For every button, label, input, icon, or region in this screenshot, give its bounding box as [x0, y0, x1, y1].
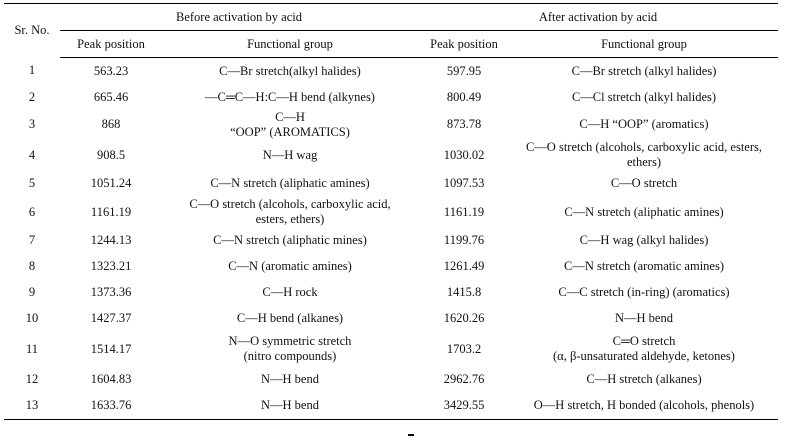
functional-group-after-cell: [510, 332, 778, 367]
functional-group-before-cell-line: N—H wag: [262, 147, 318, 162]
functional-group-after-cell-line: C—N stretch (aliphatic amines): [564, 204, 724, 219]
functional-group-before-cell: [162, 332, 418, 367]
functional-group-before-cell-line: C—H rock: [262, 285, 318, 300]
functional-group-before-cell-line: C—N (aromatic amines): [228, 259, 352, 274]
peak-after-cell: 1703.2: [446, 341, 482, 356]
table-row: [4, 280, 778, 306]
table-body: [4, 58, 778, 420]
functional-group-before-cell-line: esters, ethers): [255, 212, 325, 226]
functional-group-after-cell: [510, 171, 778, 197]
peak-before-cell: 1161.19: [90, 204, 132, 219]
sr-no-cell: 12: [25, 372, 39, 387]
table-row: [4, 254, 778, 280]
peak-position-before-header: Peak position: [60, 31, 162, 58]
functional-group-after-cell-line: ethers): [626, 155, 661, 169]
functional-group-after-cell-line: C—N stretch (aromatic amines): [563, 259, 725, 274]
table-row: [4, 58, 778, 85]
functional-group-before-cell-line: C—H: [275, 110, 305, 124]
functional-group-after-cell-line: C—O stretch (alcohols, carboxylic acid, esters,: [525, 140, 763, 155]
functional-group-before-cell-line: C—N stretch (aliphatic amines): [210, 176, 370, 191]
table-row: [4, 171, 778, 197]
functional-group-after-cell-line: C—H stretch (alkanes): [586, 372, 702, 387]
functional-group-after-header: Functional group: [510, 31, 778, 58]
table-row: [4, 332, 778, 367]
ir-peaks-table: [4, 3, 778, 420]
table-row: [4, 110, 778, 140]
peak-after-cell: 1415.8: [446, 285, 482, 300]
sr-no-cell: 8: [28, 259, 36, 274]
functional-group-before-cell: [162, 367, 418, 393]
peak-before-cell: 868: [101, 117, 121, 132]
functional-group-after-cell-line: O—H stretch, H bonded (alcohols, phenols): [533, 398, 755, 413]
functional-group-after-cell: [510, 280, 778, 306]
functional-group-before-cell: [162, 58, 418, 85]
functional-group-after-cell-line: N—H bend: [615, 311, 673, 326]
peak-before-cell: 1633.76: [60, 393, 162, 420]
peak-before-cell: 1604.83: [90, 372, 132, 387]
peak-after-cell: 1199.76: [443, 233, 485, 248]
functional-group-before-cell: [162, 228, 418, 254]
functional-group-after-cell: [510, 254, 778, 280]
sr-no-cell: 10: [25, 311, 39, 326]
functional-group-after-cell: [510, 140, 778, 171]
peak-after-cell: 1261.49: [443, 259, 485, 274]
sr-no-cell: 2: [28, 89, 36, 104]
functional-group-after-cell: [510, 393, 778, 420]
functional-group-before-cell: [162, 84, 418, 110]
peak-before-cell: 1427.37: [90, 311, 132, 326]
sr-no-cell: 4: [28, 147, 36, 162]
functional-group-before-cell-line: (nitro compounds): [243, 349, 337, 363]
functional-group-after-cell: [510, 367, 778, 393]
sr-no-cell: 7: [28, 233, 36, 248]
functional-group-before-cell-line: C—H bend (alkanes): [236, 311, 344, 326]
table-row: [4, 228, 778, 254]
header-row-groups: [4, 4, 778, 31]
peak-before-cell: 1323.21: [90, 259, 132, 274]
peak-after-cell: 873.78: [446, 117, 482, 132]
functional-group-before-cell-line: N—H bend: [261, 372, 319, 387]
functional-group-after-cell: [510, 84, 778, 110]
functional-group-after-cell: [510, 197, 778, 228]
table-row: [4, 306, 778, 332]
functional-group-after-cell-line: C—H “OOP” (aromatics): [579, 117, 709, 132]
peak-before-cell: 908.5: [96, 147, 126, 162]
functional-group-before-cell-line: C—N stretch (aliphatic mines): [213, 233, 367, 248]
functional-group-after-cell-line: C—H wag (alkyl halides): [579, 233, 709, 248]
sr-no-cell: 5: [28, 176, 36, 191]
peak-before-cell: 1051.24: [90, 176, 132, 191]
peak-before-cell: 1244.13: [90, 233, 132, 248]
peak-after-cell: 3429.55: [418, 393, 510, 420]
functional-group-after-cell: [510, 110, 778, 140]
peak-before-cell: 563.23: [93, 63, 129, 78]
functional-group-before-cell-line: “OOP” (AROMATICS): [230, 124, 350, 139]
peak-after-cell: 2962.76: [443, 372, 485, 387]
functional-group-after-cell-line: C—O stretch: [610, 176, 678, 191]
sr-no-cell: 13: [4, 393, 60, 420]
functional-group-before-cell: [162, 306, 418, 332]
table-row: [4, 393, 778, 420]
before-activation-header: Before activation by acid: [60, 4, 418, 31]
sr-no-cell: 9: [28, 285, 36, 300]
peak-after-cell: 1161.19: [443, 204, 485, 219]
functional-group-before-cell: [162, 254, 418, 280]
sr-no-cell: 6: [28, 204, 36, 219]
functional-group-before-header: Functional group: [162, 31, 418, 58]
table-row: [4, 84, 778, 110]
peak-after-cell: 1030.02: [443, 147, 485, 162]
functional-group-after-cell-line: (α, β-unsaturated aldehyde, ketones): [553, 349, 735, 363]
header-row-columns: [4, 31, 778, 58]
peak-after-cell: 800.49: [446, 89, 482, 104]
table-row: [4, 367, 778, 393]
peak-after-cell: 1620.26: [443, 311, 485, 326]
sr-no-cell: 1: [28, 63, 36, 78]
functional-group-after-cell: [510, 228, 778, 254]
functional-group-after-cell-line: C—Cl stretch (alkyl halides): [571, 89, 717, 104]
after-activation-header: After activation by acid: [418, 4, 778, 31]
table-row: [4, 140, 778, 171]
functional-group-after-cell: [510, 306, 778, 332]
functional-group-before-cell-line: N—O symmetric stretch: [228, 334, 352, 349]
functional-group-before-cell: [162, 280, 418, 306]
functional-group-before-cell: [162, 171, 418, 197]
functional-group-after-cell-line: C═O stretch: [612, 334, 676, 349]
peak-before-cell: 1373.36: [90, 285, 132, 300]
functional-group-before-cell-line: —C═C—H:C—H bend (alkynes): [205, 89, 375, 104]
functional-group-before-cell: [162, 110, 418, 140]
sr-no-cell: 3: [28, 117, 36, 132]
table-row: [4, 197, 778, 228]
functional-group-before-cell: [162, 393, 418, 420]
functional-group-after-cell-line: C—Br stretch (alkyl halides): [571, 63, 717, 78]
functional-group-before-cell-line: C—Br stretch(alkyl halides): [219, 63, 361, 78]
peak-after-cell: 597.95: [446, 63, 482, 78]
footnote-mark: [408, 434, 414, 436]
peak-after-cell: 1097.53: [443, 176, 485, 191]
peak-position-after-header: Peak position: [418, 31, 510, 58]
table-header: [4, 4, 778, 58]
functional-group-before-cell-line: C—O stretch (alcohols, carboxylic acid,: [189, 197, 391, 212]
functional-group-before-cell: [162, 140, 418, 171]
peak-before-cell: 1514.17: [90, 341, 132, 356]
sr-no-cell: 11: [25, 341, 39, 356]
functional-group-before-cell: [162, 197, 418, 228]
functional-group-before-cell-line: N—H bend: [261, 398, 319, 413]
functional-group-after-cell: [510, 58, 778, 85]
sr-no-header: Sr. No.: [4, 4, 60, 58]
functional-group-after-cell-line: C—C stretch (in-ring) (aromatics): [558, 285, 730, 300]
peak-before-cell: 665.46: [93, 89, 129, 104]
